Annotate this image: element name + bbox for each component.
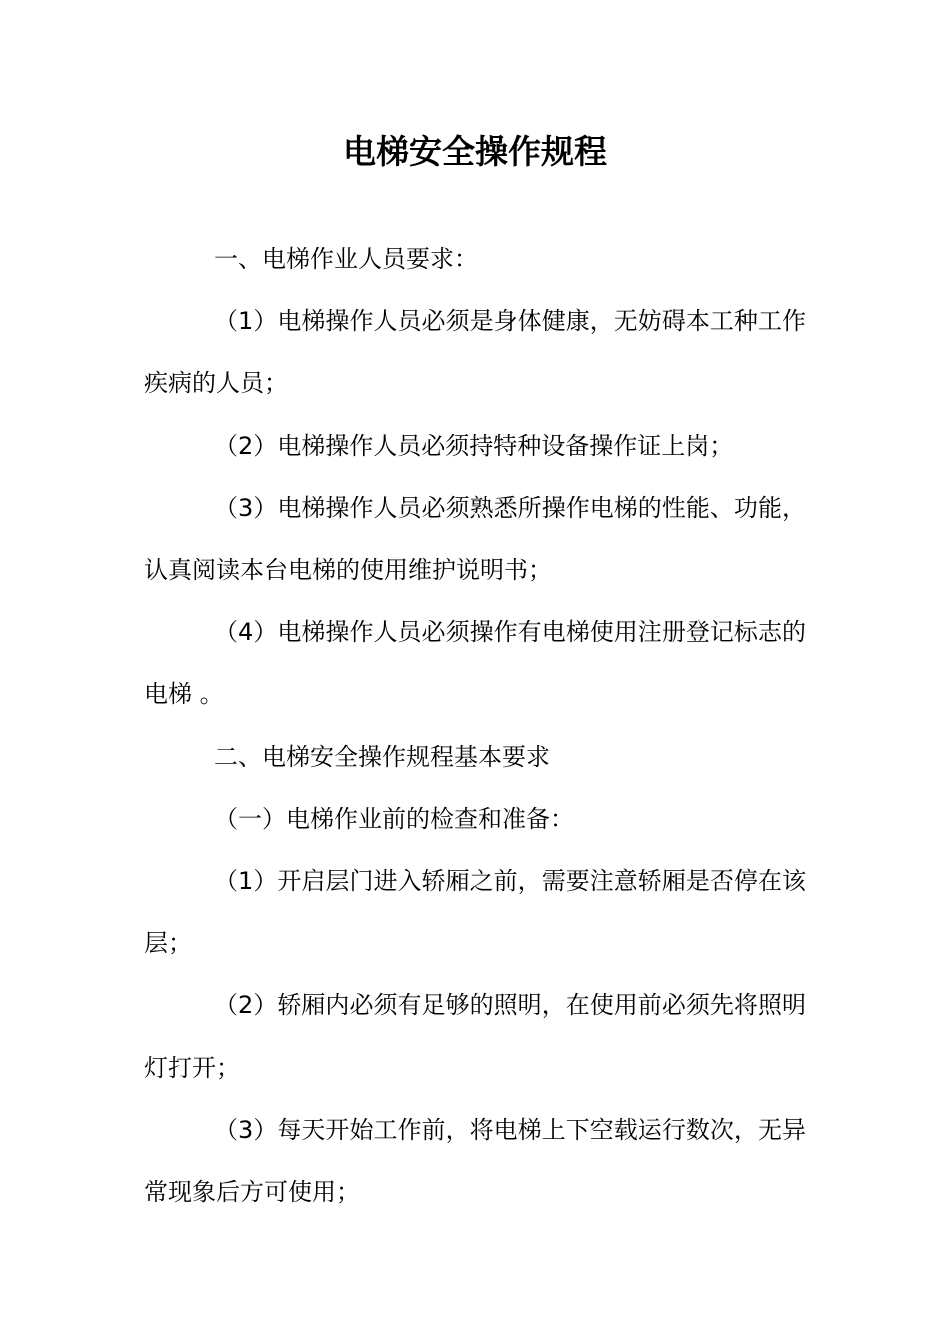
document-title: 电梯安全操作规程 [343,132,607,171]
section-heading-1: 一、电梯作业人员要求： [214,245,478,273]
subsection-heading-1: （一）电梯作业前的检查和准备： [214,804,574,833]
paragraph-item-5: （1）开启层门进入轿厢之前，需要注意轿厢是否停在该层； [144,867,806,958]
document-body [144,228,806,1223]
section-heading-2: 二、电梯安全操作规程基本要求 [214,742,550,771]
paragraph-item-4: （4）电梯操作人员必须操作有电梯使用注册登记标志的电梯 。 [144,618,806,709]
paragraph-item-7: （3）每天开始工作前，将电梯上下空载运行数次，无异常现象后方可使用； [144,1115,806,1207]
paragraph-item-3: （3）电梯操作人员必须熟悉所操作电梯的性能、功能，认真阅读本台电梯的使用维护说明书； [144,493,806,585]
paragraph-item-2: （2）电梯操作人员必须持特种设备操作证上岗； [214,431,734,460]
paragraph-item-1: （1）电梯操作人员必须是身体健康，无妨碍本工种工作疾病的人员； [144,307,806,398]
paragraph-item-6: （2）轿厢内必须有足够的照明，在使用前必须先将照明灯打开； [144,991,806,1082]
